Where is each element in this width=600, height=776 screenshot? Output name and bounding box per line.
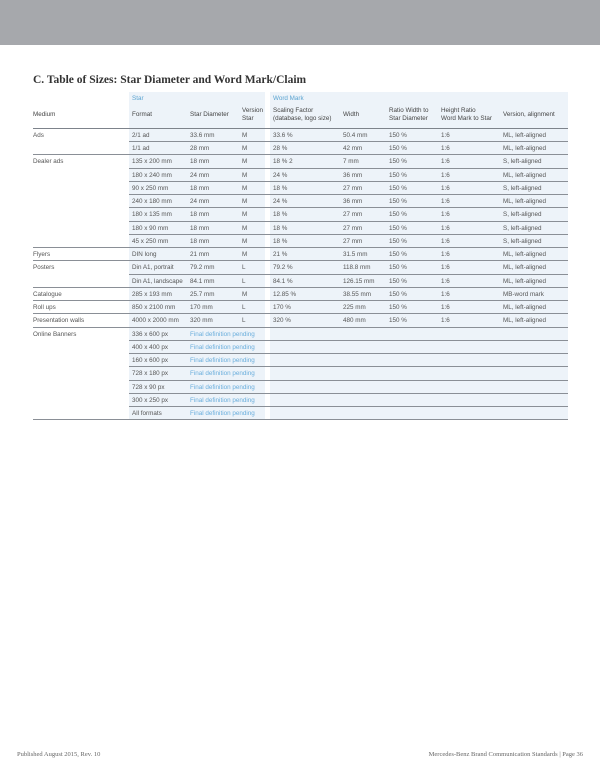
cell-width: 27 mm xyxy=(343,237,363,245)
cell-version-alignment: S, left-aligned xyxy=(503,224,542,232)
cell-width: 36 mm xyxy=(343,171,363,179)
cell-medium: Presentation walls xyxy=(33,317,85,325)
cell-star-diameter: 79.2 mm xyxy=(190,264,215,272)
cell-version-alignment: ML, left-aligned xyxy=(503,198,547,206)
cell-ratio-width: 150 % xyxy=(389,277,407,285)
cell-star-diameter: 84.1 mm xyxy=(190,277,215,285)
cell-version-star: M xyxy=(242,184,248,192)
cell-medium: Ads xyxy=(33,132,44,139)
cell-width: 118.8 mm xyxy=(343,264,371,272)
cell-star-diameter: 18 mm xyxy=(190,224,210,232)
cell-format: 336 x 600 px xyxy=(132,330,169,338)
cell-scaling-factor: 79.2 % xyxy=(273,264,293,272)
cell-height-ratio: 1:6 xyxy=(441,132,450,139)
footer-page: Mercedes-Benz Brand Communication Standards | Page 36 xyxy=(428,751,583,758)
cell-scaling-factor: 21 % xyxy=(273,251,288,259)
cell-width: 50.4 mm xyxy=(343,132,368,139)
table-row xyxy=(33,261,568,274)
cell-version-alignment: ML, left-aligned xyxy=(503,145,547,153)
cell-star-diameter: 24 mm xyxy=(190,198,210,206)
cell-star-diameter: 21 mm xyxy=(190,251,210,259)
cell-width: 38.55 mm xyxy=(343,290,371,298)
cell-format: 728 x 90 px xyxy=(132,383,165,391)
table-row xyxy=(33,208,568,221)
cell-height-ratio: 1:6 xyxy=(441,237,450,245)
table-row xyxy=(33,367,568,380)
row-divider xyxy=(33,419,568,420)
cell-medium: Roll ups xyxy=(33,304,56,312)
cell-scaling-factor: 18 % xyxy=(273,184,288,192)
top-band xyxy=(0,0,600,45)
table-row xyxy=(33,129,568,142)
cell-format: 160 x 600 px xyxy=(132,357,169,365)
header-format: Format xyxy=(132,111,152,118)
cell-version-alignment: S, left-aligned xyxy=(503,211,542,219)
cell-version-star: M xyxy=(242,224,248,232)
cell-scaling-factor: 84.1 % xyxy=(273,277,293,285)
table-row xyxy=(33,248,568,261)
cell-format: 240 x 180 mm xyxy=(132,198,172,206)
cell-format: 2/1 ad xyxy=(132,132,150,139)
cell-version-star: L xyxy=(242,277,246,285)
cell-star-diameter: 18 mm xyxy=(190,237,210,245)
cell-version-alignment: ML, left-aligned xyxy=(503,277,547,285)
table-row xyxy=(33,314,568,327)
cell-version-star: M xyxy=(242,290,248,298)
cell-format: 1/1 ad xyxy=(132,145,150,153)
cell-ratio-width: 150 % xyxy=(389,171,407,179)
table-row xyxy=(33,169,568,182)
cell-star-diameter: 170 mm xyxy=(190,304,213,312)
cell-format: All formats xyxy=(132,410,162,418)
cell-medium: Posters xyxy=(33,264,55,272)
cell-ratio-width: 150 % xyxy=(389,145,407,153)
cell-height-ratio: 1:6 xyxy=(441,184,450,192)
cell-ratio-width: 150 % xyxy=(389,198,407,206)
cell-scaling-factor: 28 % xyxy=(273,145,288,153)
cell-star-diameter: 18 mm xyxy=(190,184,210,192)
cell-format: 180 x 135 mm xyxy=(132,211,172,219)
cell-format: 400 x 400 px xyxy=(132,343,169,351)
group-word-mark-label: Word Mark xyxy=(273,95,304,102)
cell-star-diameter: 18 mm xyxy=(190,158,210,166)
cell-format: 90 x 250 mm xyxy=(132,184,169,192)
footer-published: Published August 2015, Rev. 10 xyxy=(17,751,101,758)
table-row xyxy=(33,354,568,367)
cell-format: Din A1, landscape xyxy=(132,277,183,285)
cell-version-star: M xyxy=(242,158,248,166)
cell-ratio-width: 150 % xyxy=(389,264,407,272)
cell-star-diameter: Final definition pending xyxy=(190,330,255,338)
cell-version-alignment: ML, left-aligned xyxy=(503,251,547,259)
table-row xyxy=(33,288,568,301)
cell-version-star: L xyxy=(242,317,246,325)
cell-scaling-factor: 320 % xyxy=(273,317,291,325)
cell-height-ratio: 1:6 xyxy=(441,277,450,285)
cell-version-alignment: ML, left-aligned xyxy=(503,132,547,139)
header-version-alignment: Version, alignment xyxy=(503,111,555,118)
cell-version-alignment: ML, left-aligned xyxy=(503,304,547,312)
cell-star-diameter: 24 mm xyxy=(190,171,210,179)
cell-height-ratio: 1:6 xyxy=(441,251,450,259)
cell-version-alignment: S, left-aligned xyxy=(503,237,542,245)
cell-ratio-width: 150 % xyxy=(389,132,407,139)
cell-ratio-width: 150 % xyxy=(389,184,407,192)
cell-format: 4000 x 2000 mm xyxy=(132,317,179,325)
cell-ratio-width: 150 % xyxy=(389,251,407,259)
table-row xyxy=(33,182,568,195)
cell-ratio-width: 150 % xyxy=(389,224,407,232)
cell-version-star: M xyxy=(242,145,248,153)
table-row xyxy=(33,275,568,288)
header-scaling-factor: Scaling Factor (database, logo size) xyxy=(273,107,332,122)
cell-scaling-factor: 12.85 % xyxy=(273,290,297,298)
cell-version-alignment: ML, left-aligned xyxy=(503,171,547,179)
cell-height-ratio: 1:6 xyxy=(441,317,450,325)
cell-width: 126.15 mm xyxy=(343,277,375,285)
cell-format: 180 x 240 mm xyxy=(132,171,172,179)
cell-height-ratio: 1:6 xyxy=(441,224,450,232)
cell-version-star: L xyxy=(242,264,246,272)
cell-version-star: M xyxy=(242,211,248,219)
cell-star-diameter: Final definition pending xyxy=(190,370,255,378)
cell-star-diameter: 25.7 mm xyxy=(190,290,215,298)
cell-star-diameter: 320 mm xyxy=(190,317,213,325)
cell-star-diameter: 28 mm xyxy=(190,145,210,153)
table-row xyxy=(33,142,568,155)
cell-star-diameter: 33.6 mm xyxy=(190,132,215,139)
cell-width: 225 mm xyxy=(343,304,366,312)
table-row xyxy=(33,195,568,208)
cell-format: 45 x 250 mm xyxy=(132,237,169,245)
cell-height-ratio: 1:6 xyxy=(441,290,450,298)
cell-version-alignment: ML, left-aligned xyxy=(503,317,547,325)
cell-format: Din A1, portrait xyxy=(132,264,174,272)
header-ratio-width: Ratio Width to Star Diameter xyxy=(389,107,429,122)
cell-version-star: M xyxy=(242,251,248,259)
cell-format: 728 x 180 px xyxy=(132,370,169,378)
cell-star-diameter: Final definition pending xyxy=(190,396,255,404)
cell-format: 850 x 2100 mm xyxy=(132,304,176,312)
cell-medium: Online Banners xyxy=(33,330,77,338)
table-row xyxy=(33,328,568,341)
cell-height-ratio: 1:6 xyxy=(441,264,450,272)
cell-scaling-factor: 24 % xyxy=(273,198,288,206)
cell-height-ratio: 1:6 xyxy=(441,304,450,312)
header-version-star: Version Star xyxy=(242,107,264,122)
cell-width: 42 mm xyxy=(343,145,363,153)
cell-star-diameter: Final definition pending xyxy=(190,410,255,418)
cell-star-diameter: Final definition pending xyxy=(190,343,255,351)
cell-scaling-factor: 18 % 2 xyxy=(273,158,293,166)
table-row xyxy=(33,301,568,314)
cell-format: 180 x 90 mm xyxy=(132,224,169,232)
cell-ratio-width: 150 % xyxy=(389,237,407,245)
cell-scaling-factor: 33.6 % xyxy=(273,132,293,139)
cell-ratio-width: 150 % xyxy=(389,304,407,312)
table-row xyxy=(33,407,568,420)
cell-ratio-width: 150 % xyxy=(389,290,407,298)
cell-height-ratio: 1:6 xyxy=(441,158,450,166)
section-title: C. Table of Sizes: Star Diameter and Word Mark/Claim xyxy=(33,74,307,86)
cell-scaling-factor: 18 % xyxy=(273,211,288,219)
cell-height-ratio: 1:6 xyxy=(441,198,450,206)
header-medium: Medium xyxy=(33,111,56,118)
cell-width: 31.5 mm xyxy=(343,251,368,259)
cell-format: 300 x 250 px xyxy=(132,396,169,404)
cell-version-alignment: ML, left-aligned xyxy=(503,264,547,272)
cell-star-diameter: 18 mm xyxy=(190,211,210,219)
cell-ratio-width: 150 % xyxy=(389,211,407,219)
header-width: Width xyxy=(343,111,360,118)
cell-version-star: M xyxy=(242,171,248,179)
cell-star-diameter: Final definition pending xyxy=(190,383,255,391)
cell-format: DIN long xyxy=(132,251,157,259)
table-row xyxy=(33,222,568,235)
cell-scaling-factor: 18 % xyxy=(273,224,288,232)
cell-version-star: M xyxy=(242,198,248,206)
cell-scaling-factor: 24 % xyxy=(273,171,288,179)
cell-medium: Dealer ads xyxy=(33,158,64,166)
cell-width: 36 mm xyxy=(343,198,363,206)
cell-width: 27 mm xyxy=(343,184,363,192)
cell-scaling-factor: 18 % xyxy=(273,237,288,245)
group-star-label: Star xyxy=(132,95,144,102)
cell-version-star: L xyxy=(242,304,246,312)
cell-version-alignment: S, left-aligned xyxy=(503,158,542,166)
cell-scaling-factor: 170 % xyxy=(273,304,291,312)
table-row xyxy=(33,381,568,394)
cell-version-star: M xyxy=(242,237,248,245)
table-row xyxy=(33,394,568,407)
cell-version-star: M xyxy=(242,132,248,139)
cell-width: 480 mm xyxy=(343,317,366,325)
cell-format: 285 x 193 mm xyxy=(132,290,172,298)
cell-star-diameter: Final definition pending xyxy=(190,357,255,365)
table-row xyxy=(33,155,568,168)
cell-medium: Catalogue xyxy=(33,290,62,298)
table-row xyxy=(33,235,568,248)
cell-height-ratio: 1:6 xyxy=(441,211,450,219)
cell-ratio-width: 150 % xyxy=(389,158,407,166)
cell-width: 27 mm xyxy=(343,211,363,219)
cell-width: 7 mm xyxy=(343,158,359,166)
cell-ratio-width: 150 % xyxy=(389,317,407,325)
table-row xyxy=(33,341,568,354)
cell-medium: Flyers xyxy=(33,251,51,259)
cell-format: 135 x 200 mm xyxy=(132,158,172,166)
cell-width: 27 mm xyxy=(343,224,363,232)
cell-version-alignment: S, left-aligned xyxy=(503,184,542,192)
cell-version-alignment: MB-word mark xyxy=(503,290,544,298)
header-star-diameter: Star Diameter xyxy=(190,111,229,118)
header-height-ratio: Height Ratio Word Mark to Star xyxy=(441,107,492,122)
cell-height-ratio: 1:6 xyxy=(441,171,450,179)
cell-height-ratio: 1:6 xyxy=(441,145,450,153)
